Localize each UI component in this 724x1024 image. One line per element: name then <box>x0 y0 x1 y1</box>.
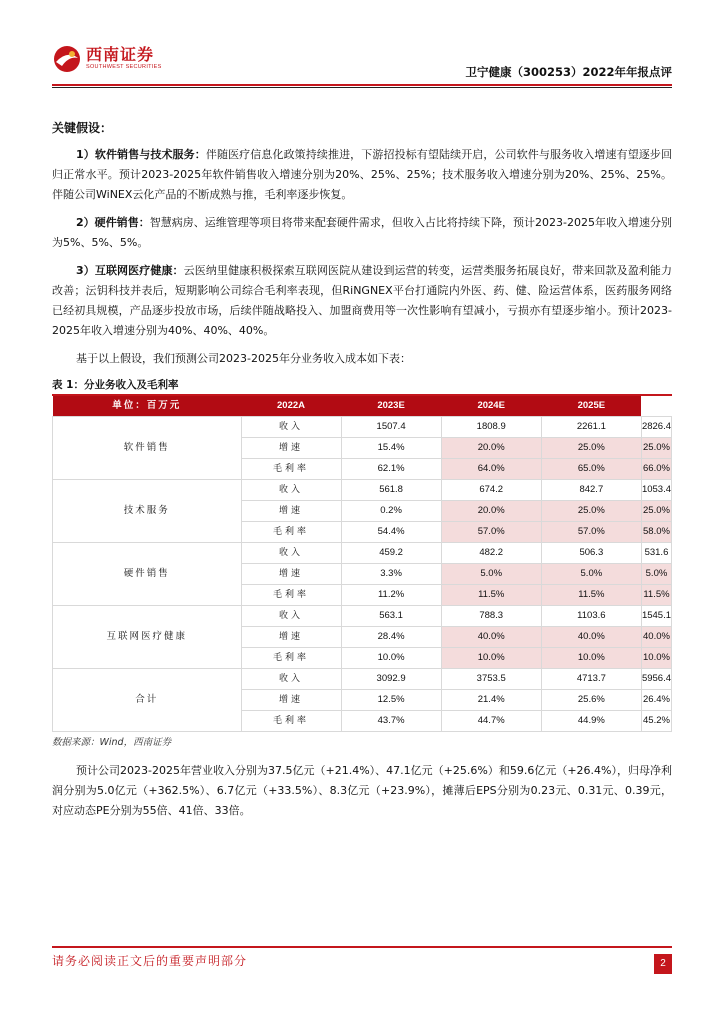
table-header-row <box>53 396 672 417</box>
value-cell: 531.6 <box>641 543 671 564</box>
value-cell: 5956.4 <box>641 669 671 690</box>
page-header <box>0 0 724 90</box>
assumption-text: 伴随医疗信息化政策持续推进，下游招投标有望陆续开启，公司软件与服务收入增速有望逐步回归正常水平。预计2023-2025年软件销售收入增速分别为20%、25%、25%；技术服务收入增速分别为20%、25%、25%。伴随公司WiNEX云化产品的不断成熟与推，毛利率逐步恢复。 <box>52 148 673 201</box>
segment-cell: 技术服务 <box>53 480 242 543</box>
value-cell: 3753.5 <box>441 669 541 690</box>
brand-logo <box>52 44 162 74</box>
value-cell: 40.0% <box>441 627 541 648</box>
value-cell: 10.0% <box>641 648 671 669</box>
segment-cell: 合计 <box>53 669 242 732</box>
value-cell: 11.5% <box>641 585 671 606</box>
metric-cell: 收入 <box>241 669 341 690</box>
value-cell: 10.0% <box>441 648 541 669</box>
value-cell: 1507.4 <box>341 417 441 438</box>
value-cell: 44.9% <box>541 711 641 732</box>
metric-cell: 增速 <box>241 690 341 711</box>
value-cell: 563.1 <box>341 606 441 627</box>
value-cell: 11.2% <box>341 585 441 606</box>
assumption-lead: 2）硬件销售： <box>76 216 150 229</box>
value-cell: 459.2 <box>341 543 441 564</box>
value-cell: 506.3 <box>541 543 641 564</box>
value-cell: 674.2 <box>441 480 541 501</box>
table-row <box>53 543 672 564</box>
value-cell: 1053.4 <box>641 480 671 501</box>
assumption-lead: 3）互联网医疗健康： <box>76 264 184 277</box>
value-cell: 3092.9 <box>341 669 441 690</box>
metric-cell: 增速 <box>241 627 341 648</box>
table-row <box>53 417 672 438</box>
metric-cell: 毛利率 <box>241 585 341 606</box>
assumption-paragraph <box>52 213 672 253</box>
table-intro: 基于以上假设，我们预测公司2023-2025年分业务收入成本如下表： <box>76 352 411 365</box>
value-cell: 43.7% <box>341 711 441 732</box>
header-2022A: 2022A <box>241 396 341 417</box>
value-cell: 25.0% <box>641 438 671 459</box>
value-cell: 57.0% <box>441 522 541 543</box>
report-title: 卫宁健康（300253）2022年年报点评 <box>465 65 672 79</box>
value-cell: 44.7% <box>441 711 541 732</box>
assumption-lead: 1）软件销售与技术服务： <box>76 148 206 161</box>
metric-cell: 收入 <box>241 417 341 438</box>
assumption-paragraph <box>52 145 672 205</box>
footer-disclaimer: 请务必阅读正文后的重要声明部分 <box>52 954 248 968</box>
value-cell: 4713.7 <box>541 669 641 690</box>
brand-name-cn: 西南证券 <box>86 45 155 65</box>
value-cell: 25.6% <box>541 690 641 711</box>
section-title: 关键假设： <box>52 121 113 135</box>
segment-cell: 软件销售 <box>53 417 242 480</box>
value-cell: 66.0% <box>641 459 671 480</box>
value-cell: 10.0% <box>541 648 641 669</box>
metric-cell: 毛利率 <box>241 711 341 732</box>
value-cell: 20.0% <box>441 438 541 459</box>
metric-cell: 增速 <box>241 501 341 522</box>
value-cell: 40.0% <box>641 627 671 648</box>
segment-cell: 硬件销售 <box>53 543 242 606</box>
value-cell: 54.4% <box>341 522 441 543</box>
value-cell: 1103.6 <box>541 606 641 627</box>
value-cell: 2826.4 <box>641 417 671 438</box>
value-cell: 1545.1 <box>641 606 671 627</box>
value-cell: 21.4% <box>441 690 541 711</box>
value-cell: 25.0% <box>541 438 641 459</box>
value-cell: 11.5% <box>541 585 641 606</box>
table-row <box>53 669 672 690</box>
metric-cell: 毛利率 <box>241 459 341 480</box>
value-cell: 25.0% <box>641 501 671 522</box>
value-cell: 58.0% <box>641 522 671 543</box>
value-cell: 788.3 <box>441 606 541 627</box>
header-unit: 单位：百万元 <box>53 396 242 417</box>
value-cell: 62.1% <box>341 459 441 480</box>
table-body <box>53 417 672 732</box>
page-number: 2 <box>654 954 672 974</box>
segment-cell: 互联网医疗健康 <box>53 606 242 669</box>
assumption-text: 云医纳里健康积极探索互联网医院从建设到运营的转变，运营类服务拓展良好，带来回款及盈利能力改善；沄钥科技并表后，短期影响公司综合毛利率表现，但RiNGNEX平台打通院内外医、药、健、险运营体系，医药服务网络已经初具规模，产品逐步投放市场，后续伴随战略投入、加盟商费用等一次性影响有望减小，亏损亦有望逐步缩小。预计2023-2025年收入增速分别为40%、40%、40%。 <box>52 264 673 337</box>
value-cell: 64.0% <box>441 459 541 480</box>
value-cell: 561.8 <box>341 480 441 501</box>
forecast-paragraph: 预计公司2023-2025年营业收入分别为37.5亿元（+21.4%）、47.1亿元（+25.6%）和59.6亿元（+26.4%），归母净利润分别为5.0亿元（+362.5%）、6.7亿元（+33.5%）、8.3亿元（+23.9%），摊薄后EPS分别为0.23元、0.31元、0.39元，对应动态PE分别为55倍、41倍、33倍。 <box>52 764 672 817</box>
value-cell: 65.0% <box>541 459 641 480</box>
value-cell: 25.0% <box>541 501 641 522</box>
header-rule-black <box>52 87 672 88</box>
header-2023E: 2023E <box>341 396 441 417</box>
main-content <box>52 118 672 829</box>
brand-emblem-icon <box>52 44 82 74</box>
metric-cell: 收入 <box>241 606 341 627</box>
table-caption: 表 1：分业务收入及毛利率 <box>52 377 672 396</box>
value-cell: 3.3% <box>341 564 441 585</box>
footer-rule <box>52 946 672 948</box>
table-row <box>53 606 672 627</box>
segment-revenue-table <box>52 396 672 732</box>
value-cell: 28.4% <box>341 627 441 648</box>
value-cell: 0.2% <box>341 501 441 522</box>
value-cell: 45.2% <box>641 711 671 732</box>
metric-cell: 增速 <box>241 438 341 459</box>
assumption-paragraph <box>52 261 672 341</box>
metric-cell: 增速 <box>241 564 341 585</box>
value-cell: 842.7 <box>541 480 641 501</box>
value-cell: 20.0% <box>441 501 541 522</box>
header-rule-red <box>52 84 672 86</box>
brand-name-en: SOUTHWEST SECURITIES <box>86 64 162 71</box>
value-cell: 57.0% <box>541 522 641 543</box>
value-cell: 2261.1 <box>541 417 641 438</box>
value-cell: 5.0% <box>641 564 671 585</box>
metric-cell: 收入 <box>241 480 341 501</box>
value-cell: 15.4% <box>341 438 441 459</box>
value-cell: 5.0% <box>441 564 541 585</box>
value-cell: 12.5% <box>341 690 441 711</box>
header-2025E: 2025E <box>541 396 641 417</box>
value-cell: 11.5% <box>441 585 541 606</box>
metric-cell: 毛利率 <box>241 648 341 669</box>
value-cell: 40.0% <box>541 627 641 648</box>
value-cell: 1808.9 <box>441 417 541 438</box>
value-cell: 26.4% <box>641 690 671 711</box>
table-source: 数据来源：Wind，西南证券 <box>52 737 172 748</box>
value-cell: 5.0% <box>541 564 641 585</box>
value-cell: 10.0% <box>341 648 441 669</box>
value-cell: 482.2 <box>441 543 541 564</box>
table-row <box>53 480 672 501</box>
metric-cell: 毛利率 <box>241 522 341 543</box>
metric-cell: 收入 <box>241 543 341 564</box>
assumption-text: 智慧病房、运维管理等项目将带来配套硬件需求，但收入占比将持续下降，预计2023-2025年收入增速分别为5%、5%、5%。 <box>52 216 672 249</box>
header-2024E: 2024E <box>441 396 541 417</box>
